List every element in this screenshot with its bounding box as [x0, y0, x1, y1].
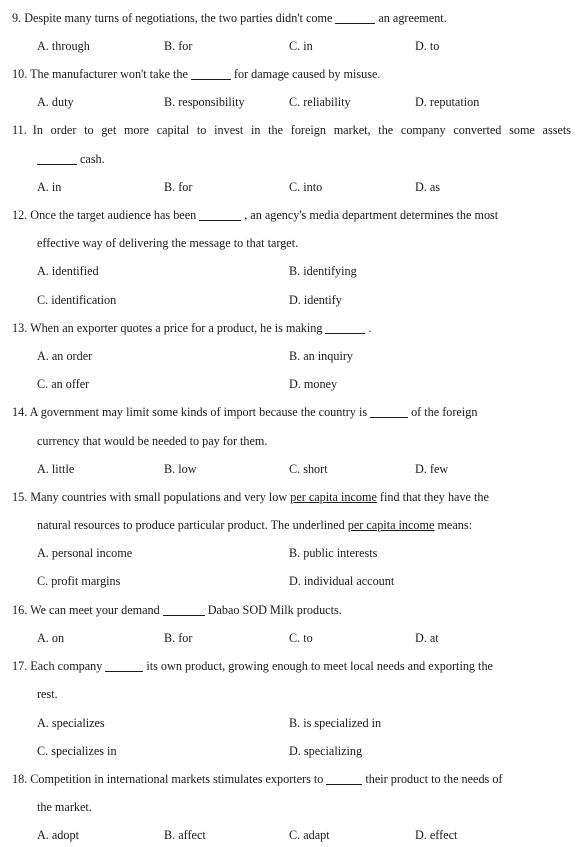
- question-number: 9.: [12, 11, 22, 25]
- answer-blank: [326, 772, 362, 785]
- option-a[interactable]: A. little: [37, 462, 75, 476]
- option-a[interactable]: A. personal income: [37, 546, 133, 560]
- question-number: 13.: [12, 321, 28, 335]
- option-c[interactable]: C. specializes in: [37, 744, 117, 758]
- option-c[interactable]: C. short: [289, 462, 328, 476]
- option-c[interactable]: C. into: [289, 180, 323, 194]
- question-16-stem: 16. We can meet your demand Dabao SOD Milk products.: [12, 603, 342, 617]
- question-18-stem-cont: the market.: [37, 800, 92, 814]
- option-d[interactable]: D. to: [415, 39, 440, 53]
- underlined-term: per capita income: [347, 518, 435, 532]
- question-17-stem: 17. Each company its own product, growing enough to meet local needs and exporting the: [12, 659, 493, 673]
- option-a[interactable]: A. on: [37, 631, 65, 645]
- option-c[interactable]: C. profit margins: [37, 574, 121, 588]
- question-16-options: [37, 629, 571, 647]
- question-11-stem: 11. In order to get more capital to invest in the foreign market, the company converted some assets: [12, 123, 571, 137]
- question-17-options-row2: [37, 742, 571, 760]
- option-b[interactable]: B. for: [164, 631, 193, 645]
- option-a[interactable]: A. specializes: [37, 716, 105, 730]
- question-14-stem-cont: currency that would be needed to pay for them.: [37, 434, 268, 448]
- question-13-stem: 13. When an exporter quotes a price for a product, he is making .: [12, 321, 372, 335]
- option-b[interactable]: B. an inquiry: [289, 349, 353, 363]
- question-number: 17.: [12, 659, 28, 673]
- option-b[interactable]: B. for: [164, 39, 193, 53]
- answer-blank: [370, 405, 408, 418]
- option-d[interactable]: D. reputation: [415, 95, 480, 109]
- underlined-term: per capita income: [290, 490, 377, 504]
- option-d[interactable]: D. individual account: [289, 574, 395, 588]
- option-a[interactable]: A. an order: [37, 349, 93, 363]
- question-12-stem: 12. Once the target audience has been , an agency's media department determines the most: [12, 208, 499, 222]
- answer-blank: [163, 603, 205, 616]
- option-b[interactable]: B. public interests: [289, 546, 378, 560]
- option-d[interactable]: D. few: [415, 462, 449, 476]
- option-a[interactable]: A. through: [37, 39, 90, 53]
- answer-blank: [335, 11, 375, 24]
- option-c[interactable]: C. to: [289, 631, 313, 645]
- option-c[interactable]: C. reliability: [289, 95, 351, 109]
- question-18-stem: 18. Competition in international markets stimulates exporters to their product to the needs of: [12, 772, 503, 786]
- question-number: 10.: [12, 67, 28, 81]
- question-13-options-row1: [37, 347, 571, 365]
- question-13-options-row2: [37, 375, 571, 393]
- option-a[interactable]: A. identified: [37, 264, 99, 278]
- question-17-options-row1: [37, 714, 571, 732]
- option-b[interactable]: B. low: [164, 462, 197, 476]
- question-9-stem: 9. Despite many turns of negotiations, the two parties didn't come an agreement.: [12, 11, 447, 25]
- question-number: 16.: [12, 603, 28, 617]
- option-d[interactable]: D. effect: [415, 828, 458, 842]
- answer-blank: [199, 208, 241, 221]
- question-12-options-row1: [37, 262, 571, 280]
- answer-blank: [105, 659, 143, 672]
- question-15-stem: 15. Many countries with small populations and very low per capita income find that they have the: [12, 490, 489, 504]
- question-17-stem-cont: rest.: [37, 687, 58, 701]
- answer-blank: [325, 321, 365, 334]
- option-b[interactable]: B. is specialized in: [289, 716, 382, 730]
- option-d[interactable]: D. identify: [289, 293, 342, 307]
- question-number: 15.: [12, 490, 28, 504]
- question-12-stem-cont: effective way of delivering the message to that target.: [37, 236, 299, 250]
- option-c[interactable]: C. adapt: [289, 828, 330, 842]
- question-14-options: [37, 460, 571, 478]
- option-d[interactable]: D. specializing: [289, 744, 363, 758]
- question-11-stem-cont: cash.: [37, 150, 571, 168]
- answer-blank: [37, 152, 77, 165]
- question-10-options: [37, 93, 571, 111]
- option-c[interactable]: C. an offer: [37, 377, 90, 391]
- question-15-stem-cont: natural resources to produce particular product. The underlined per capita income means:: [37, 518, 472, 532]
- option-c[interactable]: C. in: [289, 39, 313, 53]
- option-a[interactable]: A. adopt: [37, 828, 79, 842]
- option-d[interactable]: D. money: [289, 377, 338, 391]
- question-12-options-row2: [37, 291, 571, 309]
- option-b[interactable]: B. for: [164, 180, 193, 194]
- question-10-stem: 10. The manufacturer won't take the for damage caused by misuse.: [12, 67, 381, 81]
- option-d[interactable]: D. as: [415, 180, 441, 194]
- question-9-options: [37, 37, 571, 55]
- question-15-options-row2: [37, 572, 571, 590]
- option-a[interactable]: A. in: [37, 180, 62, 194]
- question-number: 11.: [12, 123, 27, 137]
- question-14-stem: 14. A government may limit some kinds of import because the country is of the foreign: [12, 405, 478, 419]
- question-18-options: [37, 826, 571, 844]
- question-number: 18.: [12, 772, 28, 786]
- question-number: 12.: [12, 208, 28, 222]
- option-d[interactable]: D. at: [415, 631, 439, 645]
- option-a[interactable]: A. duty: [37, 95, 74, 109]
- question-11-options: [37, 178, 571, 196]
- option-b[interactable]: B. responsibility: [164, 95, 245, 109]
- question-15-options-row1: [37, 544, 571, 562]
- option-b[interactable]: B. affect: [164, 828, 206, 842]
- option-c[interactable]: C. identification: [37, 293, 117, 307]
- question-number: 14.: [12, 405, 28, 419]
- answer-blank: [191, 67, 231, 80]
- option-b[interactable]: B. identifying: [289, 264, 357, 278]
